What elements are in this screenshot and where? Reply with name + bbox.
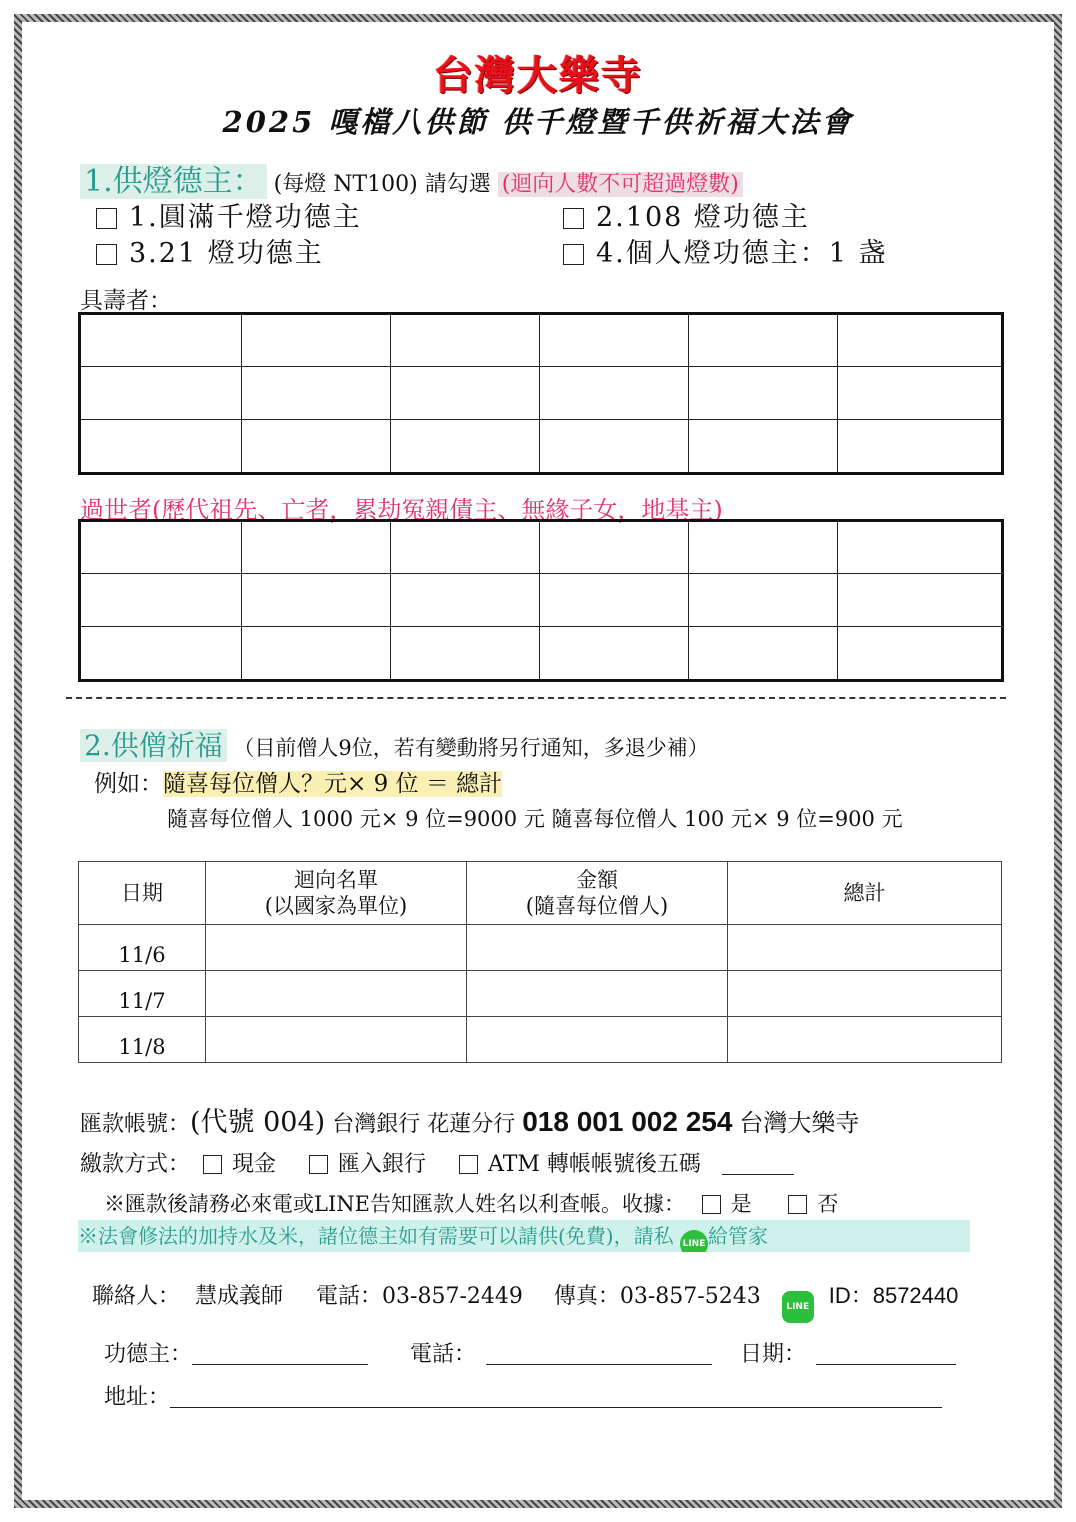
- deceased-cell[interactable]: [838, 521, 1003, 574]
- deceased-cell[interactable]: [391, 521, 540, 574]
- deceased-cell[interactable]: [540, 521, 689, 574]
- deceased-cell[interactable]: [80, 521, 242, 574]
- total-cell[interactable]: [728, 971, 1002, 1017]
- header-date: 日期: [79, 862, 206, 925]
- phone-label: 電話：: [410, 1342, 477, 1367]
- receipt-yes-checkbox[interactable]: [702, 1195, 721, 1214]
- account-number: 018 001 002 254: [522, 1106, 733, 1137]
- deceased-names-grid[interactable]: [78, 519, 1004, 682]
- date-label: 日期：: [740, 1342, 807, 1367]
- living-cell[interactable]: [540, 420, 689, 474]
- water-notice-end: 給管家: [707, 1224, 768, 1248]
- deceased-cell[interactable]: [689, 521, 838, 574]
- method-atm[interactable]: [459, 1152, 701, 1177]
- receipt-no-label: 否: [817, 1192, 839, 1216]
- date-field: [740, 1337, 956, 1368]
- example-line: [94, 765, 502, 798]
- notice-line: [104, 1188, 838, 1218]
- section-divider: [66, 697, 1006, 699]
- contact-label: 聯絡人：: [92, 1284, 181, 1309]
- option-3[interactable]: [96, 231, 324, 270]
- deceased-cell[interactable]: [242, 521, 391, 574]
- amount-cell[interactable]: [467, 925, 728, 971]
- section1-header: [80, 156, 743, 200]
- donor-input[interactable]: [192, 1364, 368, 1365]
- account-name: 台灣大樂寺: [739, 1109, 860, 1137]
- date-input[interactable]: [816, 1364, 956, 1365]
- living-cell[interactable]: [391, 314, 540, 367]
- living-cell[interactable]: [80, 314, 242, 367]
- deceased-cell[interactable]: [80, 627, 242, 681]
- section2-heading: 2.供僧祈福: [80, 729, 227, 762]
- amount-cell[interactable]: [467, 1017, 728, 1063]
- living-cell[interactable]: [689, 420, 838, 474]
- page-title: 台灣大樂寺: [433, 52, 643, 99]
- account-label: 匯款帳號：: [80, 1112, 191, 1137]
- line-app-icon: LINE: [680, 1230, 708, 1252]
- deceased-cell[interactable]: [80, 574, 242, 627]
- option-3-label: 3.21 燈功德主: [129, 238, 324, 269]
- bank-checkbox[interactable]: [309, 1155, 328, 1174]
- donor-field: [104, 1337, 368, 1368]
- living-cell[interactable]: [391, 420, 540, 474]
- option-2[interactable]: [563, 195, 810, 234]
- address-field: [104, 1380, 942, 1411]
- dedication-cell[interactable]: [206, 971, 467, 1017]
- contact-phone: 電話：03-857-2449: [316, 1284, 523, 1309]
- option-1[interactable]: [96, 195, 362, 234]
- living-cell[interactable]: [838, 367, 1003, 420]
- contact-fax: 傳真：03-857-5243: [553, 1284, 761, 1309]
- dedication-cell[interactable]: [206, 925, 467, 971]
- living-cell[interactable]: [540, 314, 689, 367]
- living-names-grid[interactable]: [78, 312, 1004, 475]
- living-label: 具壽者：: [80, 288, 172, 314]
- option-2-checkbox[interactable]: [563, 208, 584, 229]
- notice-text: ※匯款後請務必來電或LINE告知匯款人姓名以利查帳。收據：: [104, 1192, 685, 1216]
- deceased-cell[interactable]: [838, 574, 1003, 627]
- section1-note: (迴向人數不可超過燈數): [498, 172, 743, 197]
- living-cell[interactable]: [838, 420, 1003, 474]
- bank-name: 台灣銀行 花蓮分行: [332, 1112, 516, 1137]
- deceased-cell[interactable]: [242, 574, 391, 627]
- deceased-cell[interactable]: [540, 574, 689, 627]
- atm-digits-field[interactable]: [722, 1174, 794, 1175]
- option-4[interactable]: [563, 231, 888, 270]
- deceased-cell[interactable]: [242, 627, 391, 681]
- living-cell[interactable]: [838, 314, 1003, 367]
- option-3-checkbox[interactable]: [96, 244, 117, 265]
- deceased-cell[interactable]: [391, 627, 540, 681]
- deceased-cell[interactable]: [838, 627, 1003, 681]
- date-cell: 11/8: [79, 1017, 206, 1063]
- living-cell[interactable]: [540, 367, 689, 420]
- contact-name: 慧成義師: [195, 1284, 284, 1309]
- atm-checkbox[interactable]: [459, 1155, 478, 1174]
- contact-line-id: ID：8572440: [828, 1283, 959, 1308]
- living-cell[interactable]: [391, 367, 540, 420]
- option-4-label: 4.個人燈功德主：1 盏: [596, 238, 888, 269]
- deceased-cell[interactable]: [540, 627, 689, 681]
- method-bank-label: 匯入銀行: [338, 1152, 427, 1177]
- total-cell[interactable]: [728, 1017, 1002, 1063]
- living-cell[interactable]: [242, 420, 391, 474]
- option-1-checkbox[interactable]: [96, 208, 117, 229]
- example-formula: 隨喜每位僧人？元× 9 位 ＝ 總計: [163, 771, 503, 797]
- address-label: 地址：: [104, 1385, 171, 1410]
- method-cash-label: 現金: [232, 1152, 277, 1177]
- example-values: 隨喜每位僧人 1000 元× 9 位=9000 元 隨喜每位僧人 100 元× 9 位=900 元: [167, 807, 903, 831]
- option-4-checkbox[interactable]: [563, 244, 584, 265]
- section2-note: （目前僧人9位，若有變動將另行通知，多退少補）: [233, 736, 709, 760]
- living-cell[interactable]: [242, 367, 391, 420]
- total-cell[interactable]: [728, 925, 1002, 971]
- method-atm-label: ATM 轉帳帳號後五碼: [488, 1152, 701, 1177]
- receipt-no-checkbox[interactable]: [788, 1195, 807, 1214]
- phone-field: [410, 1337, 712, 1368]
- contact-line: [92, 1279, 958, 1323]
- date-cell: 11/7: [79, 971, 206, 1017]
- dedication-cell[interactable]: [206, 1017, 467, 1063]
- living-cell[interactable]: [689, 314, 838, 367]
- donor-label: 功德主：: [104, 1342, 193, 1367]
- page-subtitle: 2025 嘎檔八供節 供千燈暨千供祈福大法會: [222, 105, 854, 139]
- deceased-cell[interactable]: [689, 627, 838, 681]
- deceased-label: 過世者(歷代祖先、亡者，累劫冤親債主、無緣子女，地基主): [80, 496, 723, 524]
- deceased-cell[interactable]: [689, 574, 838, 627]
- date-cell: 11/6: [79, 925, 206, 971]
- option-1-label: 1.圓滿千燈功德主: [129, 202, 362, 233]
- option-2-label: 2.108 燈功德主: [596, 202, 810, 233]
- header-total: 總計: [728, 862, 1002, 925]
- offering-table[interactable]: [78, 861, 1002, 1063]
- living-cell[interactable]: [80, 420, 242, 474]
- method-label: 繳款方式：: [80, 1152, 191, 1177]
- section2-header: [80, 724, 709, 764]
- address-input[interactable]: [170, 1407, 942, 1408]
- living-cell[interactable]: [689, 367, 838, 420]
- method-bank[interactable]: [309, 1152, 426, 1177]
- cash-checkbox[interactable]: [203, 1155, 222, 1174]
- water-notice-text: ※法會修法的加持水及米，諸位德主如有需要可以請供(免費)，請私: [78, 1224, 674, 1248]
- phone-input[interactable]: [486, 1364, 712, 1365]
- bank-code: (代號 004): [190, 1107, 326, 1138]
- line-icon: LINE: [782, 1291, 814, 1323]
- payment-method-line: [80, 1147, 794, 1178]
- living-cell[interactable]: [80, 367, 242, 420]
- header-dedication: 迴向名單 (以國家為單位): [206, 862, 467, 925]
- receipt-yes-label: 是: [730, 1192, 752, 1216]
- header-amount: 金額 (隨喜每位僧人): [467, 862, 728, 925]
- living-cell[interactable]: [242, 314, 391, 367]
- deceased-cell[interactable]: [391, 574, 540, 627]
- section1-heading: 1.供燈德主：: [80, 164, 267, 199]
- method-cash[interactable]: [203, 1152, 276, 1177]
- water-notice: [78, 1220, 970, 1252]
- amount-cell[interactable]: [467, 971, 728, 1017]
- example-label: 例如：: [94, 771, 163, 797]
- section1-price: (每燈 NT100) 請勾選: [273, 172, 491, 197]
- account-line: [80, 1100, 859, 1139]
